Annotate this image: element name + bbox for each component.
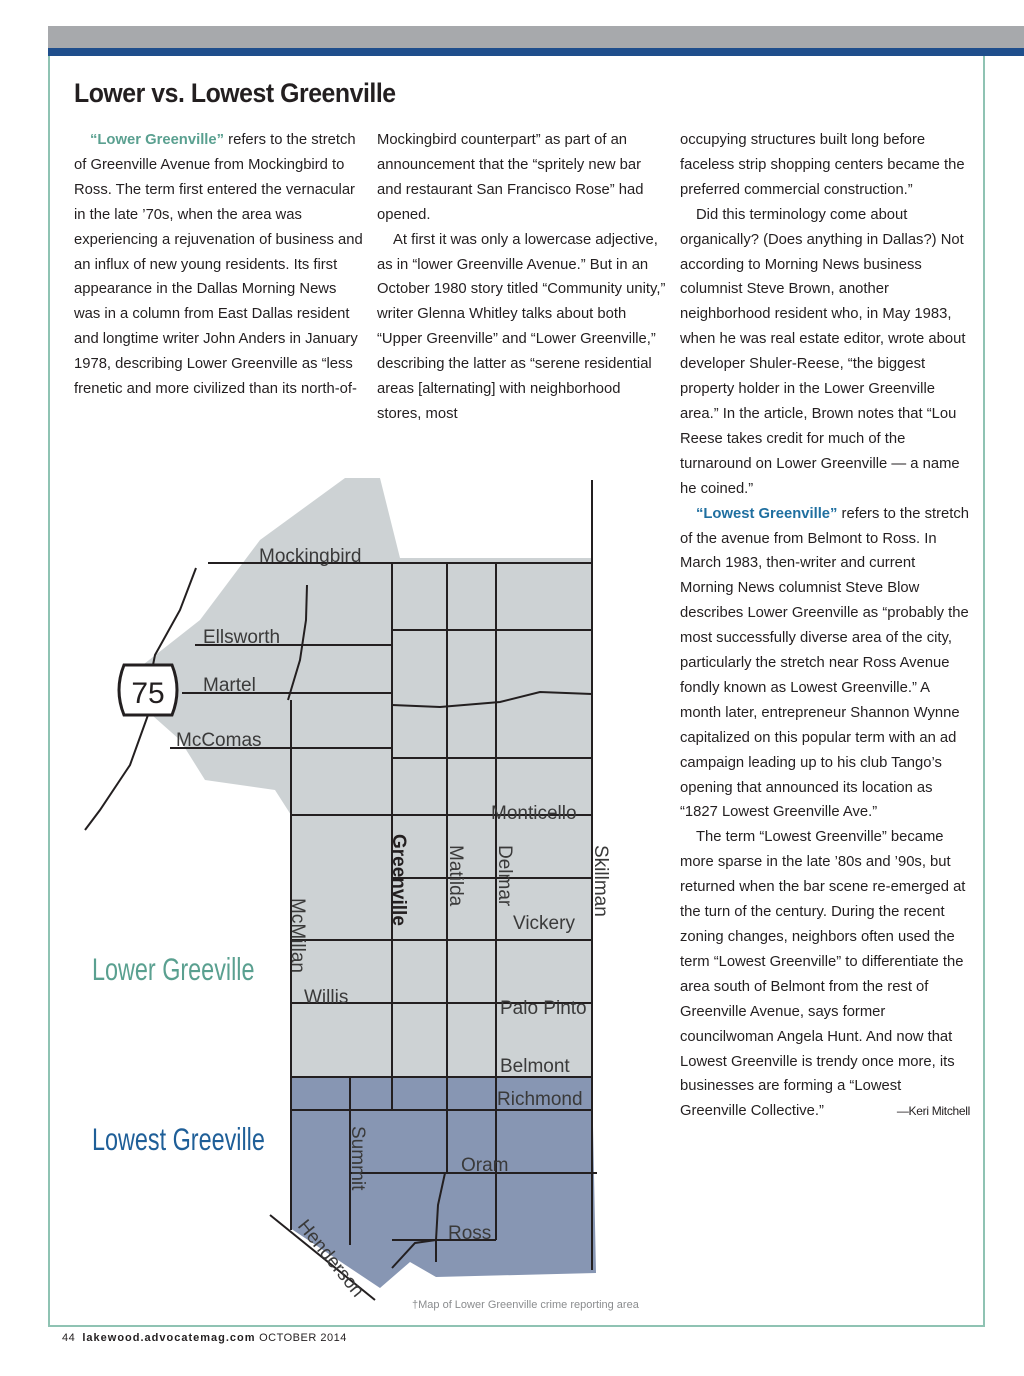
street-label-monticello: Monticello xyxy=(491,803,577,824)
legend-lowest-greenville: Lowest Greeville xyxy=(92,1121,265,1157)
street-label-delmar: Delmar xyxy=(494,845,515,907)
page-footer xyxy=(62,1332,347,1344)
col3-paragraph-1: occupying structures built long before faceless strip shopping centers became the preferred commercial construction.” xyxy=(680,132,965,198)
street-label-mcmillan: McMillan xyxy=(287,898,308,973)
street-label-mockingbird: Mockingbird xyxy=(259,546,362,567)
street-label-vickery: Vickery xyxy=(513,913,575,934)
author-signature: —Keri Mitchell xyxy=(896,1104,970,1119)
street-label-greenville: Greenville xyxy=(388,834,409,926)
street-label-henderson: Henderson xyxy=(293,1215,368,1302)
footer-issue: OCTOBER 2014 xyxy=(259,1332,347,1344)
article-title: Lower vs. Lowest Greenville xyxy=(74,78,396,108)
map-caption: †Map of Lower Greenville crime reporting area xyxy=(412,1299,639,1311)
legend-lower-greenville: Lower Greeville xyxy=(92,951,255,987)
street-label-richmond: Richmond xyxy=(497,1089,583,1110)
col2-paragraph-2: At first it was only a lowercase adjective, as in “lower Greenville Avenue.” But in an October 1980 story titled “Community unity,” writer Glenna Whitley talks about both “Upper Greenville” and “Lower Greenville,” describing the latter as “serene residential areas [alternating] with neighborhood stores, most xyxy=(377,231,666,422)
lower-greenville-area xyxy=(130,478,592,1077)
street-label-martel: Martel xyxy=(203,675,256,696)
footer-website: lakewood.advocatemag.com xyxy=(82,1332,256,1344)
street-label-belmont: Belmont xyxy=(500,1056,570,1077)
col1-paragraph-text: refers to the stretch of Greenville Avenue from Mockingbird to Ross. The term first entered the vernacular in the late ’70s, when the area was experiencing a rejuvenation of business and an influx of new young residents. Its first appearance in the Dallas Morning News was in a column from East Dallas resident and longtime writer John Anders in January 1978, describing Lower Greenville as “less frenetic and more civilized than its north-of- xyxy=(74,132,363,398)
street-label-ellsworth: Ellsworth xyxy=(203,627,281,648)
street-label-palo-pinto: Palo Pinto xyxy=(500,998,587,1019)
street-label-summit: Summit xyxy=(347,1126,368,1191)
col3-paragraph-3-text: refers to the stretch of the avenue from Belmont to Ross. In March 1983, then-writer and current Morning News columnist Steve Blow describes Lower Greenville as “probably the most successfully diverse area of the city, particularly the stretch near Ross Avenue fondly known as Lowest Greenville.” A month later, entrepreneur Shannon Wynne capitalized on this popular term with an ad campaign leading up to his club Tango’s opening that announced its location as “1827 Lowest Greenville Ave.” xyxy=(680,505,970,821)
col3-paragraph-2: Did this terminology come about organically? (Does anything in Dallas?) Not according to Morning News business columnist Steve Brown, another neighborhood resident who, in May 1983, when he was real estate editor, wrote about developer Shuler-Reese, “the biggest property holder in the Lower Greenville area.” In the article, Brown notes that “Lou Reese takes credit for much of the turnaround on Lower Greenville — a name he coined.” xyxy=(680,206,966,497)
lowest-greenville-lead: “Lowest Greenville” xyxy=(696,505,838,522)
street-label-willis: Willis xyxy=(304,987,349,1008)
street-label-oram: Oram xyxy=(461,1155,509,1176)
street-label-ross: Ross xyxy=(448,1223,492,1244)
street-label-skillman: Skillman xyxy=(590,845,611,917)
col2-paragraph-1: Mockingbird counterpart” as part of an announcement that the “spritely new bar and restaurant San Francisco Rose” had opened. xyxy=(377,132,644,223)
page-number: 44 xyxy=(62,1332,76,1344)
lower-greenville-lead: “Lower Greenville” xyxy=(90,132,225,148)
highway-75-label: 75 xyxy=(131,677,165,710)
col3-paragraph-4-text: The term “Lowest Greenville” became more sparse in the late ’80s and ’90s, but returned when the bar scene re-emerged at the turn of the century. During the recent zoning changes, neighbors often used the term “Lowest Greenville” to differentiate the area south of Belmont from the rest of Greenville Avenue, says former councilwoman Angela Hunt. And now that Lowest Greenville is trendy once more, its businesses are forming a “Lowest Greenville Collective.” xyxy=(680,829,966,1120)
street-label-mccomas: McComas xyxy=(176,730,262,751)
street-label-matilda: Matilda xyxy=(445,845,466,907)
